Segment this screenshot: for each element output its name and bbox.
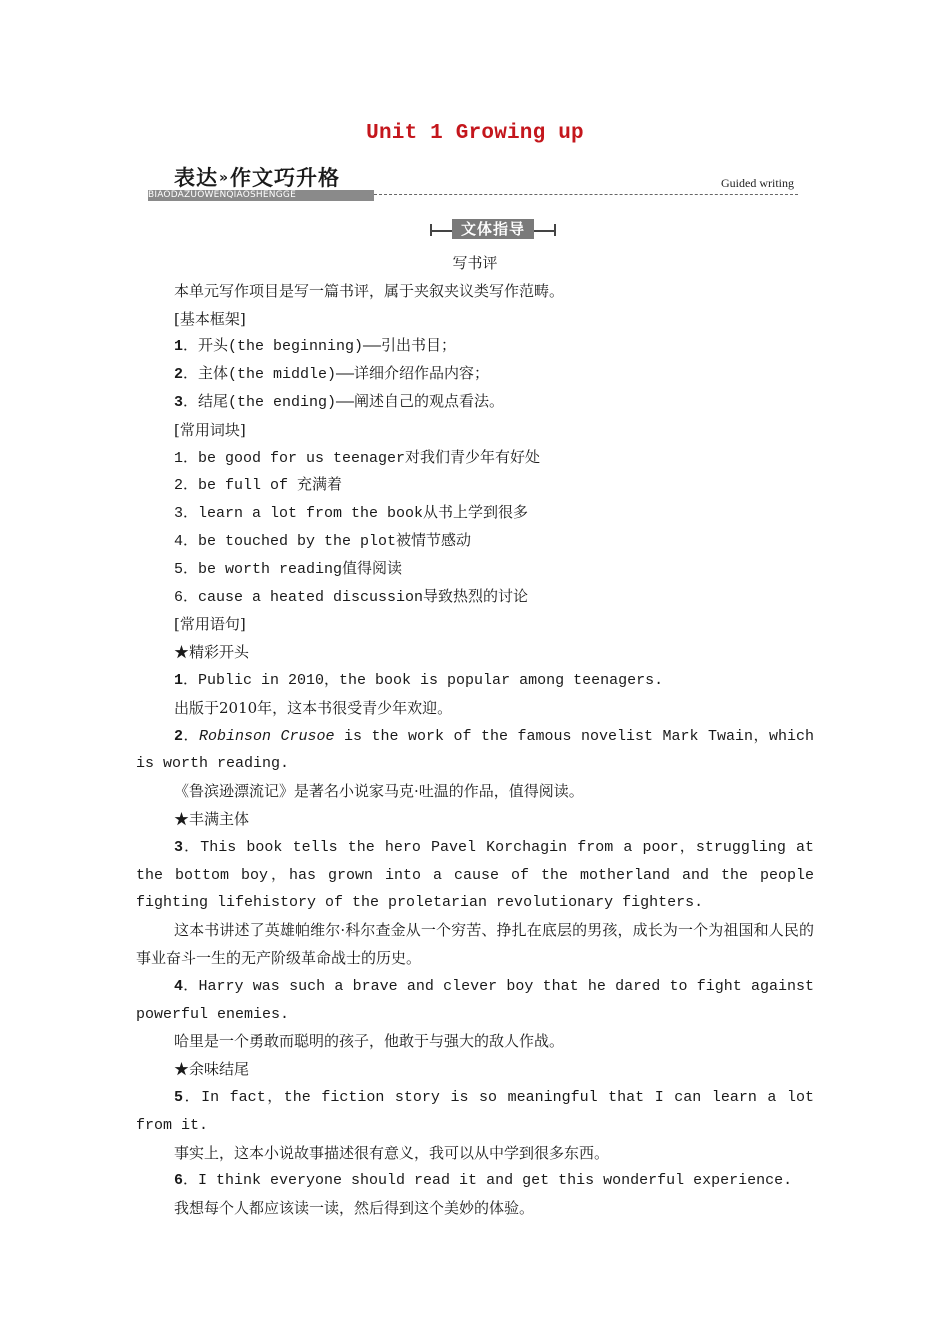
phrases-title: [常用词块] [174, 420, 246, 439]
ending-subtitle: ★余味结尾 [174, 1060, 250, 1079]
framework-title: [基本框架] [174, 309, 246, 328]
sentence-zh: 我想每个人都应该读一读，然后得到这个美妙的体验。 [174, 1199, 535, 1218]
phrase-item: 5．be worth reading值得阅读 [174, 560, 403, 578]
section-banner [148, 162, 798, 204]
banner-title-left: 表达 [174, 166, 218, 190]
sentence-zh: 这本书讲述了英雄帕维尔·科尔查金从一个穷苦、挣扎在底层的男孩，成长为一个为祖国和人民的事业奋斗一生的无产阶级革命战士的历史。 [136, 921, 814, 967]
sentence-en: 5．In fact，the fiction story is so meaningful that I can learn a lot from it. [136, 1088, 814, 1134]
sentence-en: 4．Harry was such a brave and clever boy that he dared to fight against powerful enemies. [136, 977, 814, 1023]
sentence-zh: 出版于2010年，这本书很受青少年欢迎。 [174, 698, 453, 717]
sentences-title: [常用语句] [174, 615, 246, 634]
opening-subtitle: ★精彩开头 [174, 643, 250, 662]
banner-divider [374, 194, 798, 195]
double-chevron-icon: » [219, 170, 230, 186]
section-label [430, 218, 556, 242]
sentence-en: 2．Robinson Crusoe is the work of the famous novelist Mark Twain，which is worth reading. [136, 727, 814, 773]
framework-item: 1．开头(the beginning)——引出书目； [174, 338, 457, 356]
section-label-text: 文体指导 [452, 219, 534, 239]
heading: 写书评 [452, 254, 498, 272]
banner-title-right: 作文巧升格 [230, 166, 341, 190]
page-title: Unit 1 Growing up [366, 122, 584, 145]
banner-title [174, 162, 340, 192]
main-content [136, 250, 814, 1223]
banner-pinyin: BIAODAZUOWENQIAOSHENGGE [148, 190, 374, 201]
section-label-cap-right [554, 224, 556, 236]
sentence-en: 1．Public in 2010，the book is popular among teenagers. [174, 671, 664, 689]
framework-item: 2．主体(the middle)——详细介绍作品内容； [174, 366, 490, 384]
framework-item: 3．结尾(the ending)——阐述自己的观点看法。 [174, 393, 505, 411]
sentence-zh: 事实上，这本小说故事描述很有意义，我可以从中学到很多东西。 [174, 1143, 610, 1162]
phrase-item: 2．be full of 充满着 [174, 477, 343, 495]
phrase-item: 4．be touched by the plot被情节感动 [174, 532, 472, 550]
sentence-zh: 《鲁滨逊漂流记》是著名小说家马克·吐温的作品，值得阅读。 [174, 782, 584, 801]
sentence-en: 6．I think everyone should read it and get this wonderful experience. [174, 1172, 793, 1190]
section-label-cap-left [430, 224, 432, 236]
sentence-zh: 哈里是一个勇敢而聪明的孩子，他敢于与强大的敌人作战。 [174, 1032, 565, 1051]
phrase-item: 6．cause a heated discussion导致热烈的讨论 [174, 588, 529, 606]
banner-english-label: Guided writing [721, 176, 794, 190]
phrase-item: 1．be good for us teenager对我们青少年有好处 [174, 449, 541, 467]
body-subtitle: ★丰满主体 [174, 809, 250, 828]
phrase-item: 3．learn a lot from the book从书上学到很多 [174, 505, 529, 523]
intro-text: 本单元写作项目是写一篇书评，属于夹叙夹议类写作范畴。 [174, 281, 565, 300]
sentence-en: 3．This book tells the hero Pavel Korchagin from a poor，struggling at the bottom boy，has grown into a cause of the motherland and the people fighting lifehistory of the proletarian revolutionary fighters. [136, 838, 814, 912]
